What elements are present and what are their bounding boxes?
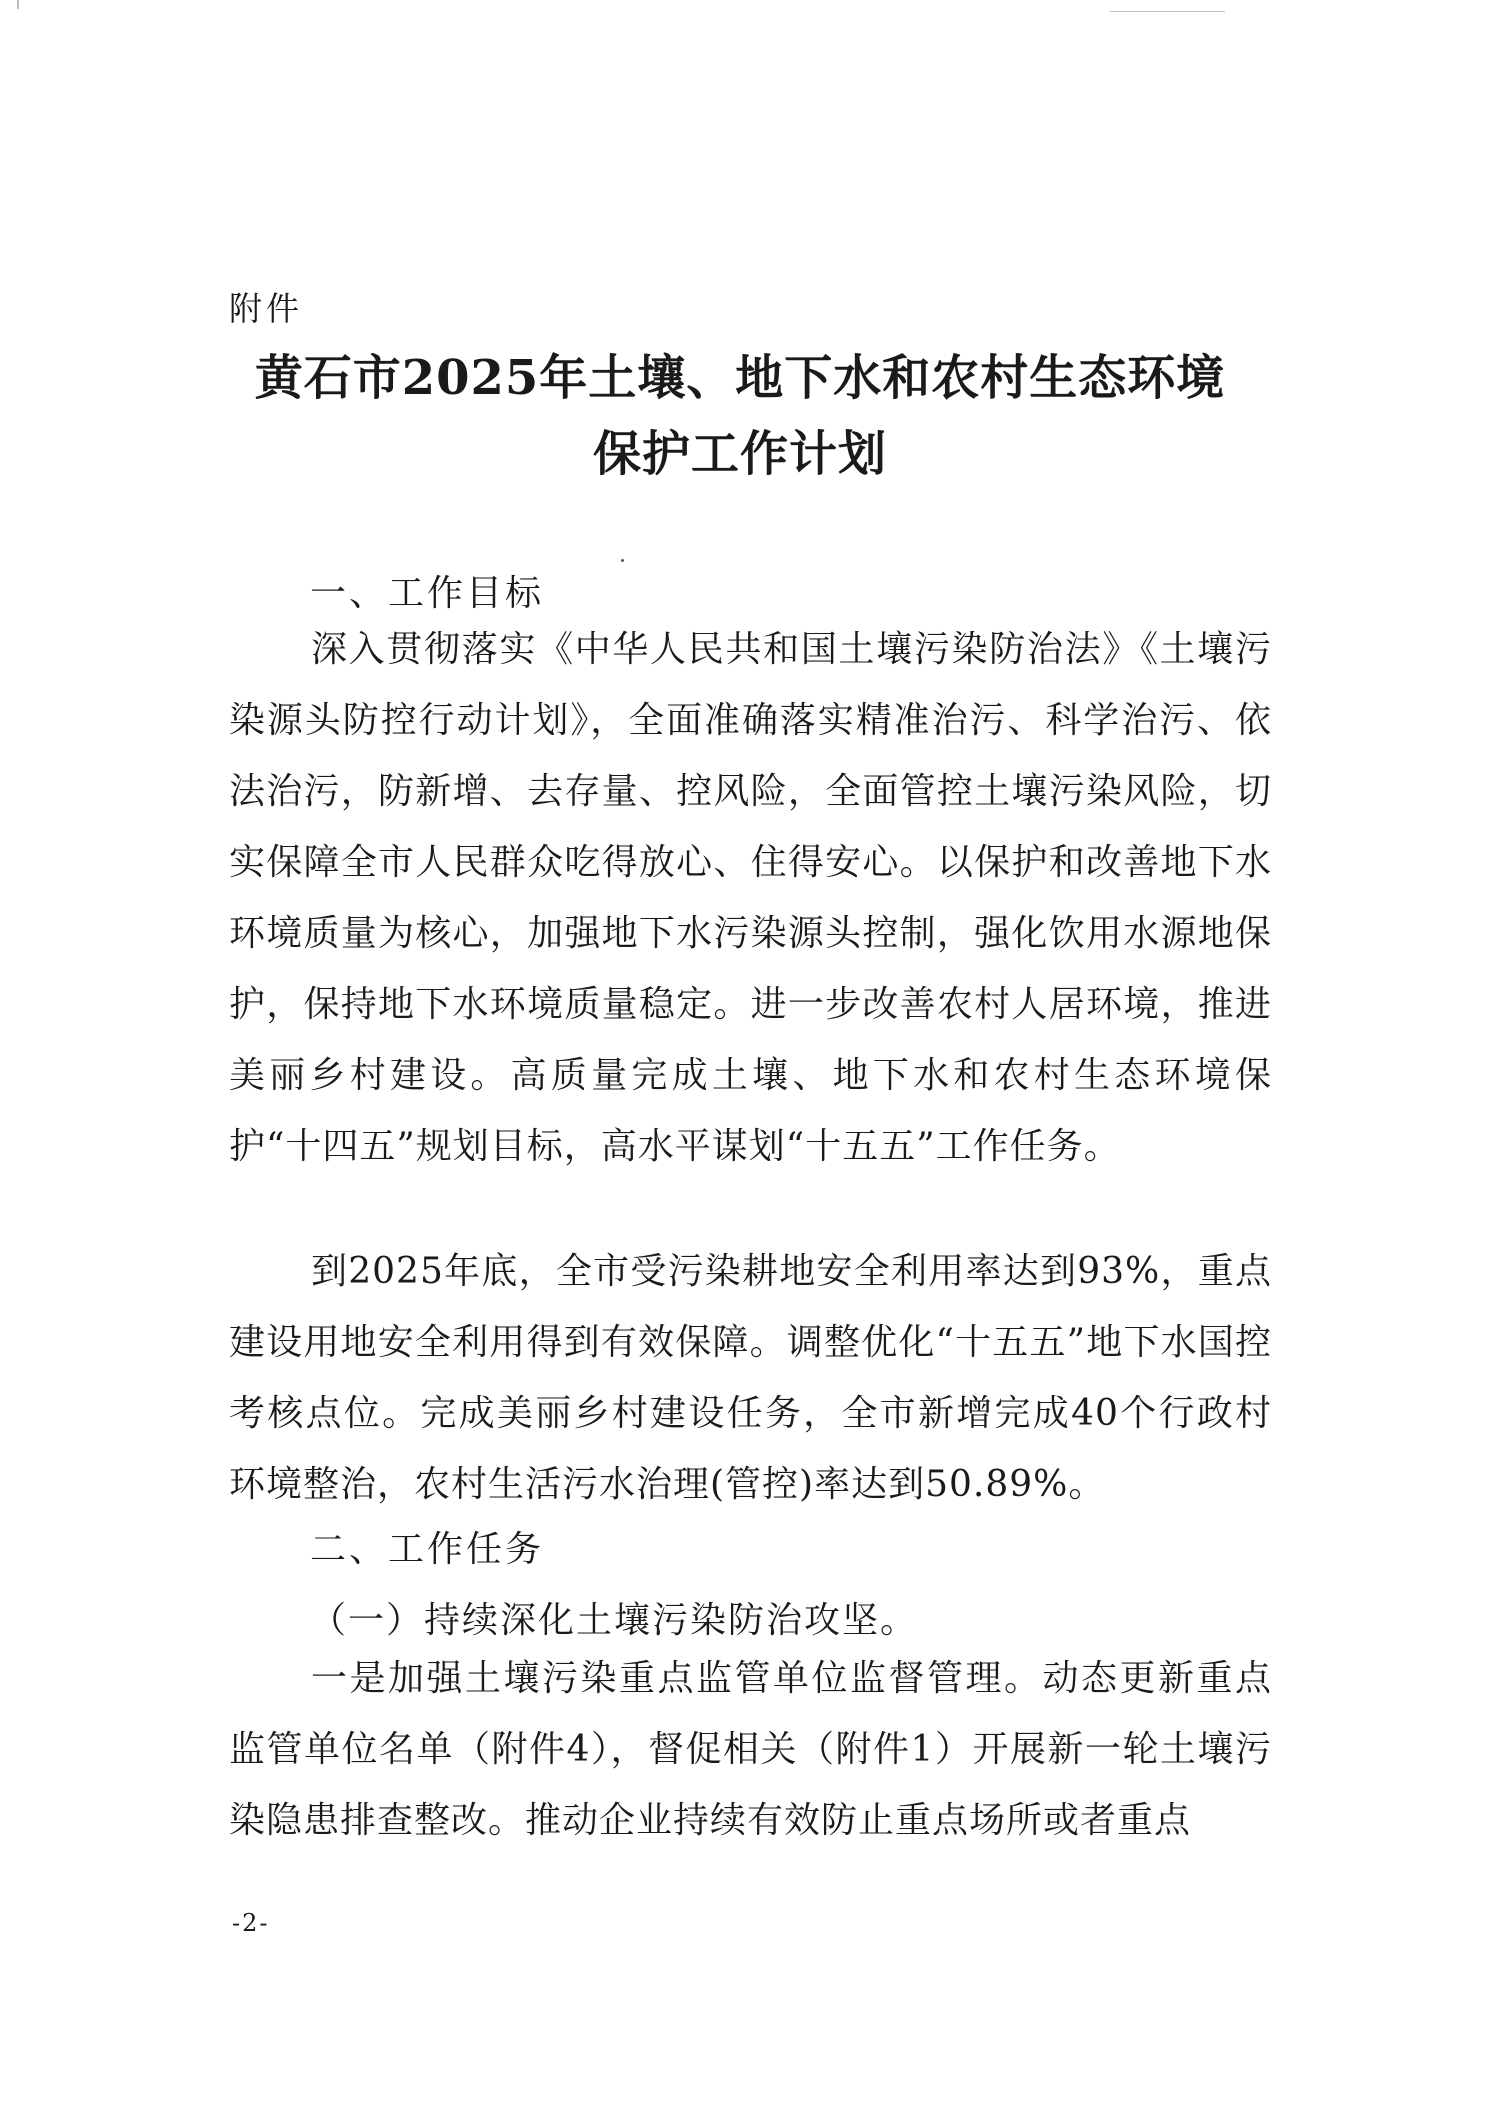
scan-mark [17,0,19,9]
section-1-heading: 一、工作目标 [310,573,545,614]
title-line-1: 黄石市2025年土壤、地下水和农村生态环境 [254,350,1226,406]
scan-speck [621,559,624,562]
section-1-paragraph-2: 到2025年底，全市受污染耕地安全利用率达到93%，重点建设用地安全利用得到有效保障。调整优化“十五五”地下水国控考核点位。完成美丽乡村建设任务，全市新增完成40个行政村环境整治，农村生活污水治理(管控)率达到50.89%。 [229,1251,1272,1505]
subsection-1-paragraph-1: 一是加强土壤污染重点监管单位监督管理。动态更新重点监管单位名单（附件4），督促相关（附件1）开展新一轮土壤污染隐患排查整改。推动企业持续有效防止重点场所或者重点 [229,1658,1272,1841]
scan-line [1110,11,1225,12]
subsection-1-heading: （一）持续深化土壤污染防治攻坚。 [310,1600,919,1641]
page-number: -2- [232,1909,270,1937]
page-title [180,340,1300,492]
attachment-label: 附件 [229,289,303,328]
title-line-2: 保护工作计划 [592,426,887,482]
section-2-heading: 二、工作任务 [310,1529,545,1570]
section-1-paragraph-1: 深入贯彻落实《中华人民共和国土壤污染防治法》《土壤污染源头防控行动计划》，全面准确落实精准治污、科学治污、依法治污，防新增、去存量、控风险，全面管控土壤污染风险，切实保障全市人民群众吃得放心、住得安心。以保护和改善地下水环境质量为核心，加强地下水污染源头控制，强化饮用水源地保护，保持地下水环境质量稳定。进一步改善农村人居环境，推进美丽乡村建设。高质量完成土壤、地下水和农村生态环境保护“十四五”规划目标，高水平谋划“十五五”工作任务。 [229,629,1272,1167]
